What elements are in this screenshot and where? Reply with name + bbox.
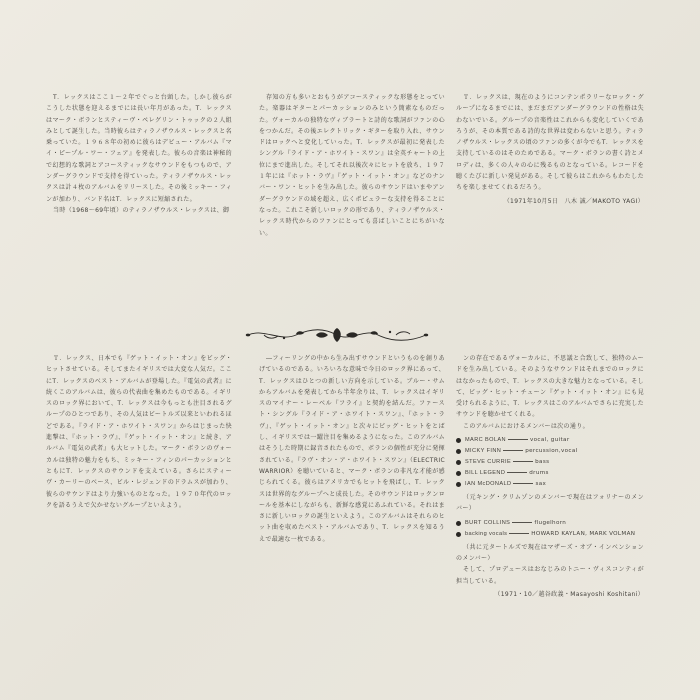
leader-line xyxy=(508,439,528,440)
bullet-icon xyxy=(456,532,461,537)
member-name: IAN McDONALD xyxy=(465,480,512,487)
bullet-icon xyxy=(456,460,461,465)
member-role: bass xyxy=(535,458,550,465)
liner-notes-column-1 xyxy=(46,92,232,324)
bullet-icon xyxy=(456,471,461,476)
bullet-icon xyxy=(456,449,461,454)
member-name: BILL LEGEND xyxy=(465,469,506,476)
column-1-text: T．レックスはここ１〜２年でぐっと台頭した。しかし彼らがこうした状態を迎えるまでには長い年月があった。T．レックスはマーク・ボランとスティーヴ・ペレグリン・トゥックの２人組みとして誕生した。当時彼らはティラノザウルス・レックスと名乗っていた。１９６８年の初めに彼らはデビュー・アルバム『マイ・ピープル・ワー・フェア』を発表した。彼らの音楽は神秘的で幻想的な歌詞とアコースティックなサウンドをもつもので、アンダーグラウンドで支持を得ていった。ティラノザウルス・レックスは計４枚のアルバムをリリースした。その後ミッキー・フィンが加わり、バンド名はT．レックスに短縮された。 xyxy=(46,94,232,203)
vine-ornament-icon xyxy=(244,326,430,344)
leader-line xyxy=(513,483,533,484)
column-3-credit: （1971年10月5日 八木 誠／MAKOTO YAGI） xyxy=(503,197,644,205)
leader-line xyxy=(507,472,527,473)
member-row xyxy=(456,479,644,490)
leader-line xyxy=(509,533,529,534)
member-row xyxy=(456,518,644,529)
producer-note: そして、プロデュースはおなじみのトニー・ヴィスコンティが担当している。 xyxy=(456,566,644,585)
member-role: percussion,vocal xyxy=(525,447,578,454)
column-3-text: Ｔ．レックスは、現在のようにコンテンポラリーなロック・グループになるまでには、まだまだアンダーグラウンドの性格は失わないでいる。グループの音楽性はこれからも変化していくであろうが、その本質である詩的な世界は変わらないと思う。ティラノザウルス・レックスの頃のファンの多くが今でもT．レックスを支持しているのはそのためである。マーク・ボランの書く詩とメロディは、多くの人々の心に残るものとなっている。レコードを聴くたびに新しい発見がある。そして彼らはこれからもわたしたちを楽しませてくれるだろう。 xyxy=(456,94,644,192)
member-role: sax xyxy=(535,480,547,487)
member-role: HOWARD KAYLAN, MARK VOLMAN xyxy=(531,530,636,537)
liner-notes-column-5 xyxy=(259,353,445,671)
member-row xyxy=(456,457,644,468)
member-name: STEVE CURRIE xyxy=(465,458,512,465)
liner-notes-column-6 xyxy=(456,353,644,671)
member-name: BURT COLLINS xyxy=(465,519,511,526)
bullet-icon xyxy=(456,482,461,487)
member-name: MICKY FINN xyxy=(465,447,502,454)
bullet-icon xyxy=(456,521,461,526)
member-note-1: （元キング・クリムゾンのメンバーで現在はフォリナーのメンバー） xyxy=(456,494,644,513)
leader-line xyxy=(512,522,532,523)
member-role: flugelhorn xyxy=(534,519,567,526)
member-row xyxy=(456,435,644,446)
member-note-2: （共に元タートルズで現在はマザーズ・オブ・インベンションのメンバー） xyxy=(456,543,644,562)
column-2-text: 存知の方も多いとおもうがアコースティックな形態をとっていた。楽器はギターとパーカッションのみという簡素なものだった。ヴォーカルの独特なヴィブラートと詩的な歌詞がファンの心をつかんだ。その後エレクトリック・ギターを取り入れ、サウンドはロックへと変化していった。T．レックスが最初に発表したシングル『ライド・ア・ホワイト・スワン』は全英チャートの上位にまで進出した。そしてそれ以後次々にヒットを放ち、１９７１年には『ホット・ラヴ』『ゲット・イット・オン』などのナンバー・ワン・ヒットを生み出した。彼らのサウンドはいまやアンダーグラウンドの域を超え、広くポピュラーな支持を得ることになった。これこそ新しいロックの形であり、ティラノザウルス・レックス時代からのファンにとっても喜ばしいことにちがいない。 xyxy=(259,94,445,237)
member-row xyxy=(456,529,644,540)
member-name: MARC BOLAN xyxy=(465,436,506,443)
column-5-text: ―フィーリングの中から生み出すサウンドというものを創りあげているのである。いろいろな意味で今日のロック界にあって、T．レックスはひとつの新しい方向を示している。ブルー・サムからアルバムを発表してから半年余りは、T．レックスはイギリスのマイナー・レーベル『フライ』と契約を結んだ。ファースト・シングル『ライド・ア・ホワイト・スワン』、『ホット・ラヴ』、『ゲット・イット・オン』と次々にビッグ・ヒットをとばし、イギリスでは一躍注目を集めるようになった。このアルバムはそうした時期に録音されたもので、ボランの個性が充分に発揮されている。『ラヴ・オン・ア・ホワイト・スワン』（ELECTRIC WARRIOR）を聴いていると、マーク・ボランの非凡な才能が感じられてくる。彼らはアメリカでもヒットを飛ばし、T．レックスは世界的なグループへと成長した。そのサウンドはロックンロールを基本にしながらも、新鮮な感覚にあふれている。それはまさに新しいロックの誕生といえよう。このアルバムはそれらのヒット曲を収めたベスト・アルバムであり、T．レックスを知るうえで最適な一枚である。 xyxy=(259,355,445,543)
member-name: backing vocals xyxy=(465,530,508,537)
member-row xyxy=(456,468,644,479)
leader-line xyxy=(513,461,533,462)
bullet-icon xyxy=(456,438,461,443)
column-1-footnote: 当時（1968〜69年頃）のティラノザウルス・レックスは、御 xyxy=(53,206,230,214)
liner-notes-column-3 xyxy=(456,92,644,324)
column-6-credit: （1971・10／越谷政義・Masayoshi Koshitani） xyxy=(494,590,644,598)
liner-notes-column-2 xyxy=(259,92,445,324)
leader-line xyxy=(503,450,523,451)
column-4-text: Ｔ．レックス、日本でも『ゲット・イット・オン』をビッグ・ヒットさせている。そしてまたイギリスでは大変な人気だ。ここにT．レックスのベスト・アルバムが登場した。『電気の武者』に続くこのアルバムは、彼らの代表曲を集めたものである。イギリスのロック界において、T．レックスは今もっとも注目されるグループのひとつであり、その人気はビートルズ以来といわれるほどである。『ライド・ア・ホワイト・スワン』からはじまった快進撃は、『ホット・ラヴ』、『ゲット・イット・オン』と続き、アルバム『電気の武者』も大ヒットした。マーク・ボランのヴォーカルは独特の魅力をもち、ミッキー・フィンのパーカッションとともにT．レックスのサウンドを支えている。さらにスティーヴ・カーリーのベース、ビル・レジェンドのドラムスが加わり、彼らのサウンドはより力強いものとなった。１９７０年代のロックを語るうえで欠かせないグループといえよう。 xyxy=(46,355,232,509)
member-role: drums xyxy=(529,469,549,476)
members-intro: このアルバムにおけるメンバーは次の通り。 xyxy=(463,422,589,430)
member-list-extra xyxy=(456,518,644,540)
liner-notes-column-4 xyxy=(46,353,232,671)
member-list xyxy=(456,435,644,490)
column-6-text: ンの存在であるヴォーカルに、不思議と合致して、独特のムードを生み出している。そのようなサウンドはそれまでのロックにはなかったもので、T．レックスの大きな魅力となっている。そして、ビッグ・ヒット・チューン『ゲット・イット・オン』にも見受けられるように、T．レックスはこのアルバムでさらに充実したサウンドを聴かせてくれる。 xyxy=(456,355,644,419)
member-role: vocal, guitar xyxy=(530,436,570,443)
member-row xyxy=(456,446,644,457)
